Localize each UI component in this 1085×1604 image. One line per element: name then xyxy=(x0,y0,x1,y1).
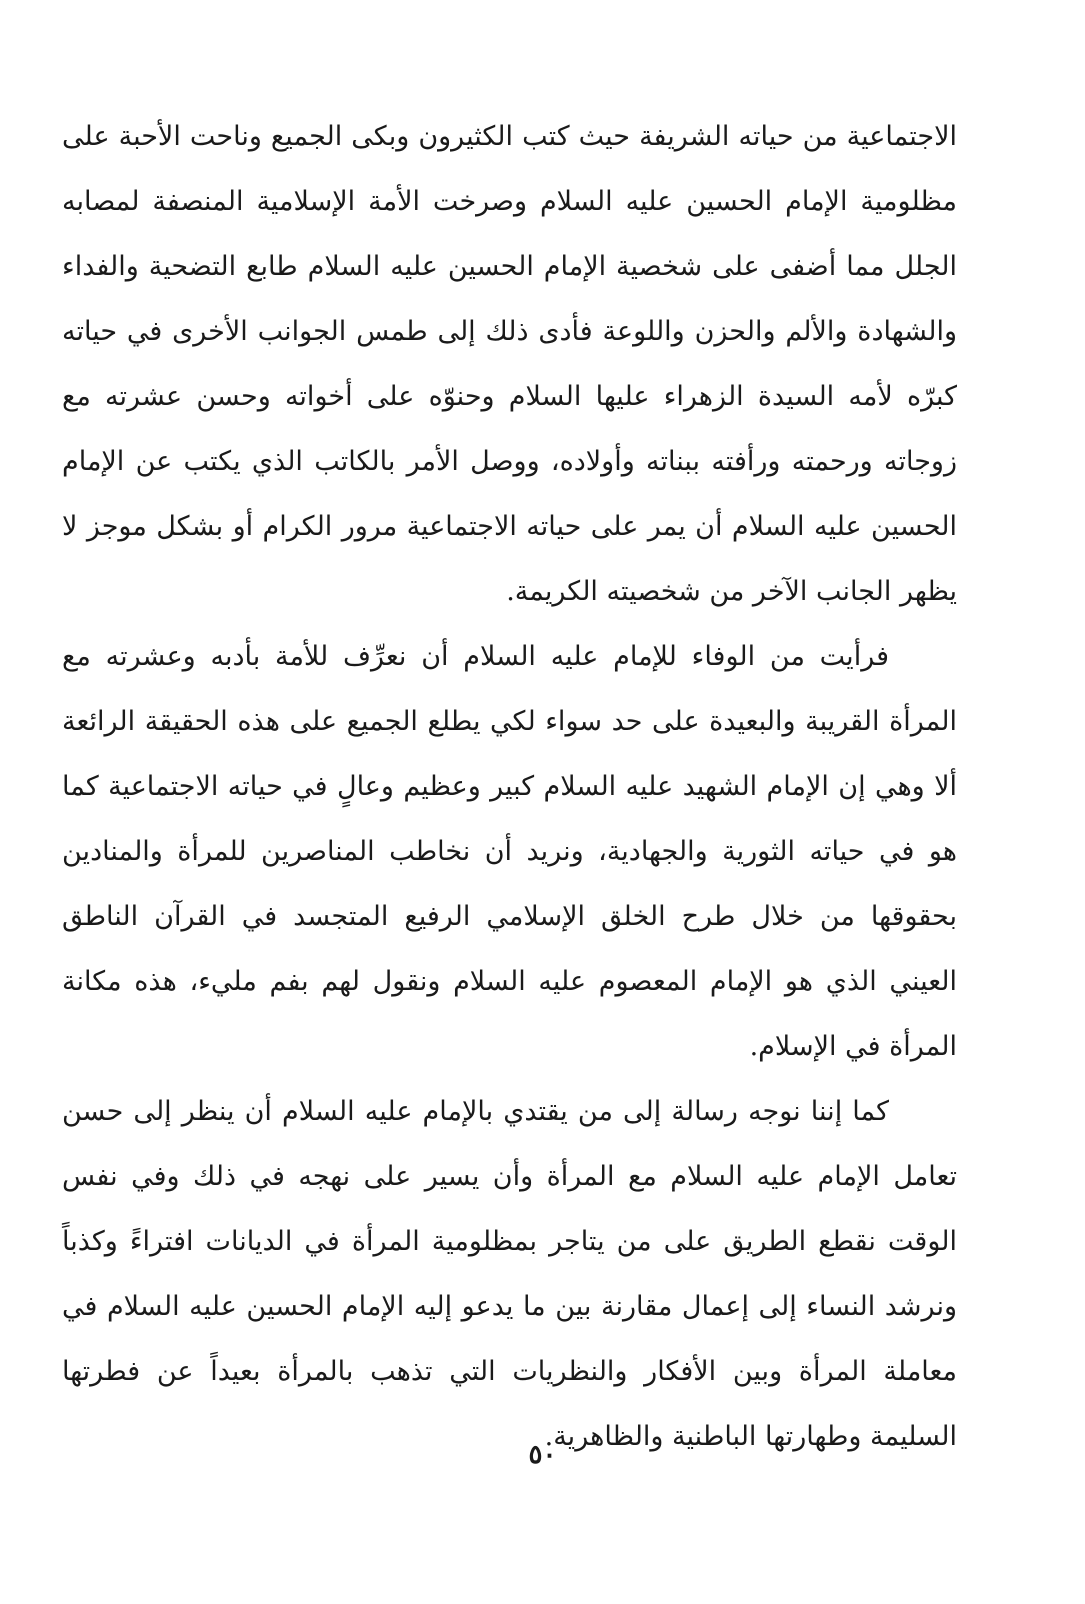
page-body xyxy=(62,104,957,1469)
paragraph-1: الاجتماعية من حياته الشريفة حيث كتب الكثيرون وبكى الجميع وناحت الأحبة على مظلومية الإمام الحسين عليه السلام وصرخت الأمة الإسلامية المنصفة لمصابه الجلل مما أضفى على شخصية الإمام الحسين عليه السلام طابع التضحية والفداء والشهادة والألم والحزن واللوعة فأدى ذلك إلى طمس الجوانب الأخرى في حياته كبرّه لأمه السيدة الزهراء عليها السلام وحنوّه على أخواته وحسن عشرته مع زوجاته ورحمته ورأفته ببناته وأولاده، ووصل الأمر بالكاتب الذي يكتب عن الإمام الحسين عليه السلام أن يمر على حياته الاجتماعية مرور الكرام أو بشكل موجز لا يظهر الجانب الآخر من شخصيته الكريمة. xyxy=(62,121,957,607)
paragraph-2: فرأيت من الوفاء للإمام عليه السلام أن نعرِّف للأمة بأدبه وعشرته مع المرأة القريبة والبعيدة على حد سواء لكي يطلع الجميع على هذه الحقيقة الرائعة ألا وهي إن الإمام الشهيد عليه السلام كبير وعظيم وعالٍ في حياته الاجتماعية كما هو في حياته الثورية والجهادية، ونريد أن نخاطب المناصرين للمرأة والمنادين بحقوقها من خلال طرح الخلق الإسلامي الرفيع المتجسد في القرآن الناطق العيني الذي هو الإمام المعصوم عليه السلام ونقول لهم بفم مليء، هذه مكانة المرأة في الإسلام. xyxy=(62,641,957,1062)
page-number: ٥٠ xyxy=(528,1440,557,1470)
paragraph-3: كما إننا نوجه رسالة إلى من يقتدي بالإمام عليه السلام أن ينظر إلى حسن تعامل الإمام عليه السلام مع المرأة وأن يسير على نهجه في ذلك وفي نفس الوقت نقطع الطريق على من يتاجر بمظلومية المرأة في الديانات افتراءً وكذباً ونرشد النساء إلى إعمال مقارنة بين ما يدعو إليه الإمام الحسين عليه السلام في معاملة المرأة وبين الأفكار والنظريات التي تذهب بالمرأة بعيداً عن فطرتها السليمة وطهارتها الباطنية والظاهرية. xyxy=(62,1096,957,1452)
